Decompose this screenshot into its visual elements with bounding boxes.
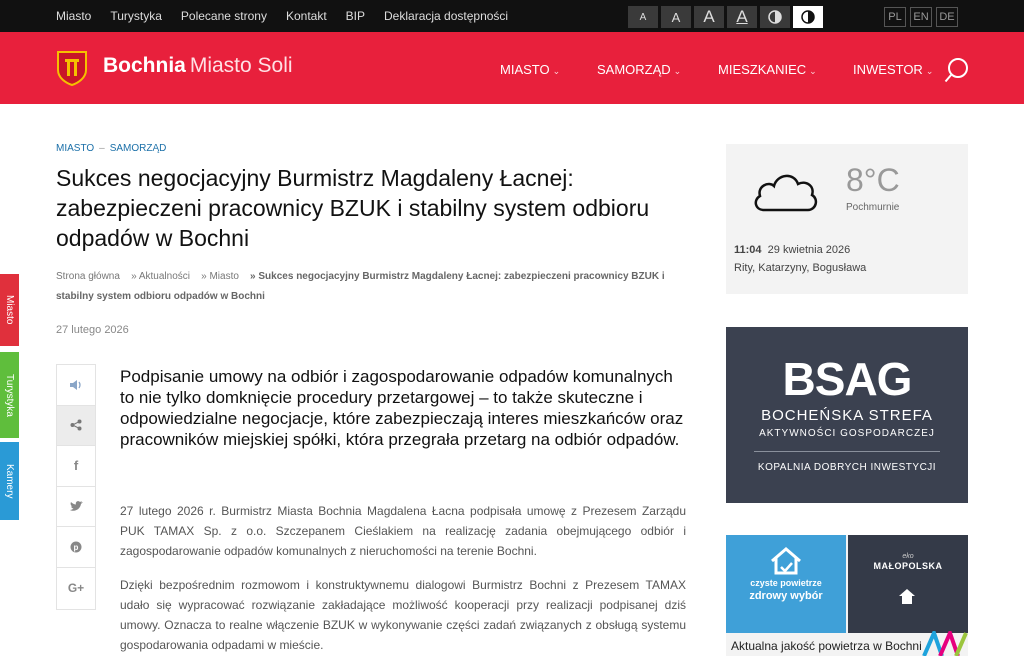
czyste-powietrze-banner[interactable] (726, 535, 846, 633)
bsag-line1: BOCHEŃSKA STREFA (761, 407, 933, 424)
mainnav-label: INWESTOR (853, 62, 923, 77)
sidetab-label: Kamery (4, 463, 15, 499)
pinterest-icon[interactable] (57, 527, 95, 568)
breadcrumb (56, 267, 696, 307)
article-paragraph: Dzięki bezpośrednim rozmowom i konstruktywnemu dialogowi Burmistrz Bochni z Prezesem TAMAX udało się wypracować rozwiązanie zakładające możliwość kooperacji przy realizacji podpisanej dziś umowy. Oznacza to realne włączenie BZUK w wykonywanie części zadań związanych z obsługą systemu gospodarowania odpadami w mieście. (120, 578, 686, 652)
bsag-line2: AKTYWNOŚCI GOSPODARCZEJ (759, 428, 935, 439)
breadcrumb-home[interactable]: Strona główna (56, 271, 120, 282)
coat-of-arms-logo[interactable] (56, 50, 88, 86)
brand-name: Bochnia (103, 54, 186, 77)
breadcrumb-current: » Sukces negocjacyjny Burmistrz Magdaleny Łacnej: zabezpieczeni pracownicy BZUK i stabilny system odbioru odpadów w Bochni (56, 271, 665, 302)
font-size-small-button[interactable]: A (628, 6, 658, 28)
brand-title[interactable] (103, 54, 293, 78)
speaker-icon[interactable] (57, 365, 95, 406)
mainnav-miasto[interactable] (500, 62, 560, 77)
sidetab-label: Miasto (4, 295, 15, 325)
contrast-icon (768, 10, 782, 24)
font-size-underline-button[interactable]: A (727, 6, 757, 28)
house-icon (768, 545, 804, 575)
mainnav-label: MIASTO (500, 62, 550, 77)
eko-label: eko (902, 553, 914, 560)
topnav-miasto[interactable]: Miasto (56, 9, 92, 23)
air-quality-logo-icon (922, 631, 968, 656)
share-bar (56, 364, 96, 610)
campaign-line1: czyste powietrze (750, 578, 822, 588)
category-separator: – (99, 143, 105, 154)
topnav-bip[interactable]: BIP (345, 9, 366, 23)
campaign-line2: zdrowy wybór (749, 590, 823, 602)
page-title: Sukces negocjacyjny Burmistrz Magdaleny Łacnej: zabezpieczeni pracownicy BZUK i stabilny system odbioru odpadów w Bochni (56, 165, 650, 251)
cloud-icon (752, 166, 818, 214)
weather-temperature: 8°C (846, 162, 900, 198)
chevron-down-icon: ⌄ (809, 66, 817, 76)
article-categories (56, 143, 166, 154)
malopolska-label: MAŁOPOLSKA (873, 561, 943, 571)
topnav-kontakt[interactable]: Kontakt (285, 9, 327, 23)
home-icon (898, 587, 916, 605)
chevron-down-icon: ⌄ (673, 66, 682, 76)
topnav-deklaracja[interactable]: Deklaracja dostępności (384, 9, 509, 23)
mainnav-samorzad[interactable] (597, 62, 681, 77)
weather-description: Pochmurnie (846, 202, 900, 213)
site-header (0, 32, 1024, 104)
air-quality-caption: Aktualna jakość powietrza w Bochni (731, 639, 922, 653)
topnav-polecane-strony[interactable]: Polecane strony (180, 9, 267, 23)
mainnav-mieszkaniec[interactable] (718, 62, 817, 77)
sidetab-label: Turystyka (4, 373, 15, 417)
weather-time: 11:04 (734, 244, 762, 256)
article-paragraph: 27 lutego 2026 r. Burmistrz Miasta Bochnia Magdalena Łacna podpisała umowę z Prezesem Zarządu PUK TAMAX Sp. z o.o. Szczepanem Cieślakiem na realizację zadania obejmującego odbiór i zagospodarowanie odpadów komunalnych z nieruchomości na terenie Bochni. (120, 504, 686, 558)
bsag-banner[interactable] (726, 327, 968, 503)
contrast-icon (801, 10, 815, 24)
mainnav-label: MIESZKANIEC (718, 62, 807, 77)
google-plus-icon[interactable]: G+ (67, 581, 85, 596)
font-size-medium-button[interactable]: A (661, 6, 691, 28)
category-link-samorzad[interactable]: SAMORZĄD (109, 143, 167, 154)
accessibility-controls (628, 6, 826, 28)
article-date: 27 lutego 2026 (56, 324, 129, 336)
sidetab-miasto[interactable] (0, 274, 19, 346)
top-nav (56, 0, 527, 32)
name-day: Rity, Katarzyny, Bogusława (734, 262, 867, 274)
chevron-down-icon: ⌄ (552, 66, 561, 76)
font-size-large-button[interactable]: A (694, 6, 724, 28)
weather-widget (726, 144, 968, 294)
eko-malopolska-banner[interactable] (848, 535, 968, 633)
sidetab-kamery[interactable] (0, 442, 19, 520)
brand-subtitle: Miasto Soli (189, 54, 293, 77)
facebook-icon[interactable]: f (57, 446, 95, 487)
language-switcher (884, 7, 962, 27)
contrast-dark-button[interactable] (760, 6, 790, 28)
bsag-logo: BSAG (782, 353, 912, 405)
bsag-slogan: KOPALNIA DOBRYCH INWESTYCJI (757, 462, 937, 473)
share-icon[interactable] (57, 406, 95, 447)
svg-text:p: p (73, 543, 79, 553)
air-quality-banner[interactable] (726, 535, 968, 656)
sidetab-turystyka[interactable] (0, 352, 19, 438)
category-link-miasto[interactable]: MIASTO (56, 143, 95, 154)
lang-de[interactable]: DE (936, 7, 958, 27)
breadcrumb-aktualnosci[interactable]: » Aktualności (131, 271, 190, 282)
article-lead: Podpisanie umowy na odbiór i zagospodarowanie odpadów komunalnych to nie tylko domknięcie procedury przetargowej – to także skuteczne i odpowiedzialne negocjacje, które zabezpieczają interes mieszkańców oraz pracowników miejskiej spółki, która przegrała przetarg na odbiór odpadów. (120, 367, 684, 449)
mainnav-label: SAMORZĄD (597, 62, 671, 77)
top-bar (0, 0, 1024, 32)
search-icon[interactable] (944, 56, 970, 84)
contrast-light-button[interactable] (793, 6, 823, 28)
chevron-down-icon: ⌄ (925, 66, 934, 76)
lang-pl[interactable]: PL (884, 7, 906, 27)
bsag-divider (754, 451, 940, 452)
twitter-icon[interactable] (57, 487, 95, 528)
weather-date: 29 kwietnia 2026 (767, 244, 851, 256)
weather-datetime (734, 244, 850, 256)
breadcrumb-miasto[interactable]: » Miasto (201, 271, 239, 282)
mainnav-inwestor[interactable] (853, 62, 933, 77)
topnav-turystyka[interactable]: Turystyka (110, 9, 162, 23)
lang-en[interactable]: EN (910, 7, 932, 27)
